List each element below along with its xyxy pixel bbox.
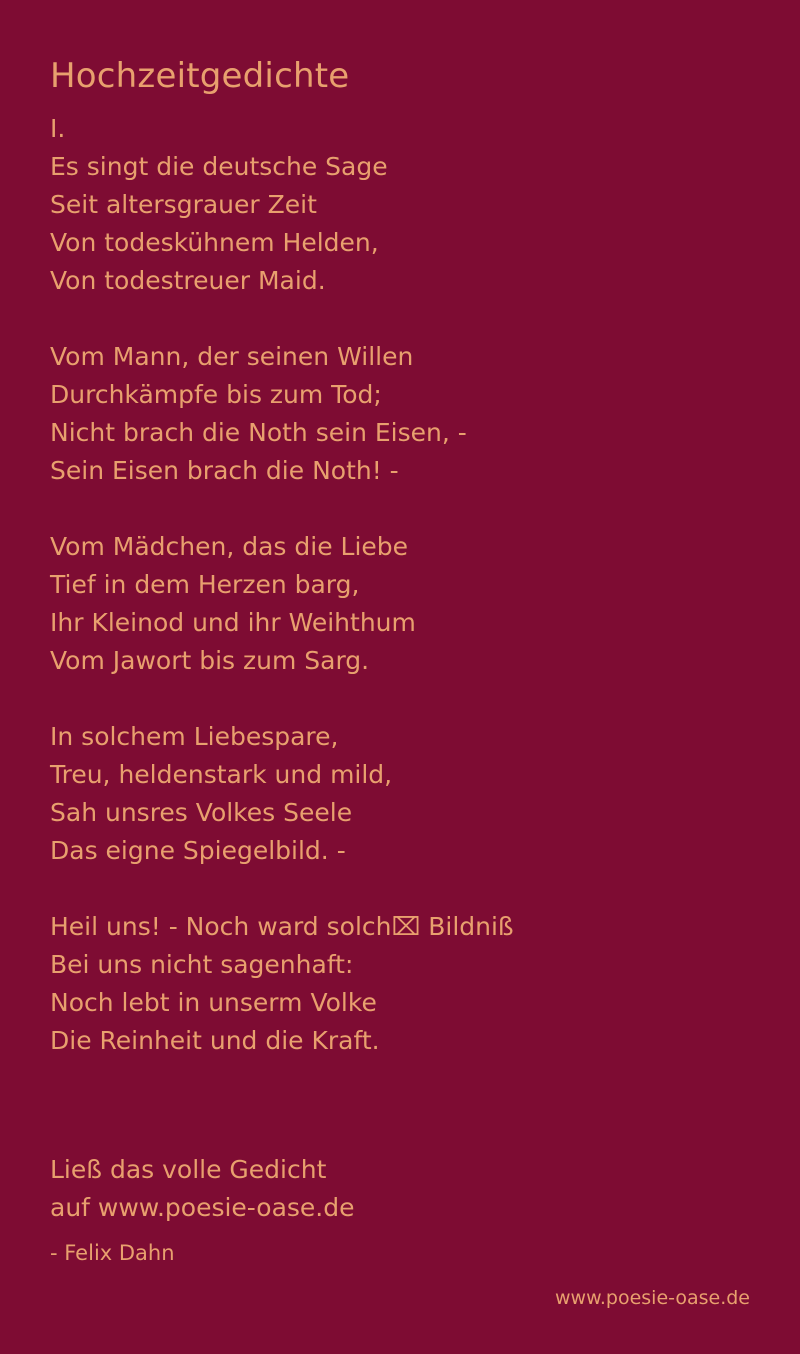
poem-line: Ihr Kleinod und ihr Weihthum: [50, 608, 416, 637]
poem-line: Heil uns! - Noch ward solch⌧ Bildniß: [50, 912, 514, 941]
poem-body: [50, 110, 750, 1060]
poem-line: Es singt die deutsche Sage: [50, 152, 388, 181]
stanza-4: [50, 718, 750, 870]
poem-line: Noch lebt in unserm Volke: [50, 988, 377, 1017]
poem-line: Tief in dem Herzen barg,: [50, 570, 360, 599]
poem-line: Seit altersgrauer Zeit: [50, 190, 317, 219]
poem-line: Die Reinheit und die Kraft.: [50, 1026, 380, 1055]
poem-line: Vom Jawort bis zum Sarg.: [50, 646, 370, 675]
footer-url: www.poesie-oase.de: [554, 1287, 750, 1309]
poem-card: [50, 52, 750, 1060]
stanza-2: [50, 338, 750, 490]
poem-line: In solchem Liebespare,: [50, 722, 339, 751]
poem-line: Treu, heldenstark und mild,: [50, 760, 393, 789]
poem-line: Vom Mädchen, das die Liebe: [50, 532, 409, 561]
stanza-3: [50, 528, 750, 680]
poem-line: I.: [50, 114, 66, 143]
poem-line: Nicht brach die Noth sein Eisen, -: [50, 418, 467, 447]
poem-line: Von todeskühnem Helden,: [50, 228, 379, 257]
author-attribution: - Felix Dahn: [50, 1241, 175, 1265]
poem-line: Bei uns nicht sagenhaft:: [50, 950, 354, 979]
poem-line: Sein Eisen brach die Noth! -: [50, 456, 399, 485]
read-full-poem-note: [50, 1151, 355, 1227]
poem-line: Durchkämpfe bis zum Tod;: [50, 380, 382, 409]
poem-line: Von todestreuer Maid.: [50, 266, 326, 295]
stanza-5: [50, 908, 750, 1060]
cta-line: Ließ das volle Gedicht: [50, 1155, 327, 1184]
poem-line: Vom Mann, der seinen Willen: [50, 342, 414, 371]
poem-line: Sah unsres Volkes Seele: [50, 798, 353, 827]
poem-line: Das eigne Spiegelbild. -: [50, 836, 346, 865]
page-title: Hochzeitgedichte: [50, 56, 350, 96]
cta-line: auf www.poesie-oase.de: [50, 1193, 355, 1222]
stanza-1: [50, 110, 750, 300]
